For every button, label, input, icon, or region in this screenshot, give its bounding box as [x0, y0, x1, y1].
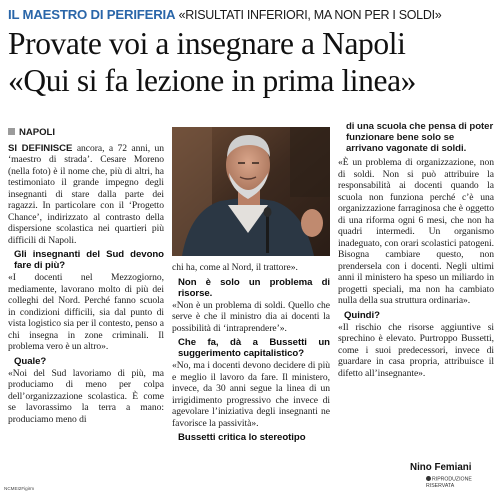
portrait-photo-icon: [172, 127, 330, 256]
headline-line-1: Provate voi a insegnare a Napoli: [8, 26, 406, 61]
subheading-continued: di una scuola che pensa di poter funzionare bene solo se arrivano vagonate di soldi.: [346, 121, 494, 154]
question-1: Gli insegnanti del Sud devono fare di più?: [14, 249, 164, 271]
article-column-2: [172, 262, 330, 444]
kicker-quote: «RISULTATI INFERIORI, MA NON PER I SOLDI»: [178, 8, 442, 22]
question-6: Quindi?: [344, 309, 380, 321]
subheading-start: Bussetti critica lo stereotipo: [178, 432, 306, 443]
answer-5: «È un problema di organizzazione, non di soldi. Non si può attribuire la responsabilità ai docenti quando la scuola non funziona perché c’è una organizzazione farraginosa che è oggetto di una riforma ogni 6 mesi, che non ha quadri intermedi. Un organismo inadeguato, con orari scolastici patogeni. Bisogna cambiare questo, non prendersela con i docenti. Negli ultimi anni il ministero ha speso un miliardo in progetti speciali, ma non ha cambiato nulla della sua struttura ordinaria».: [338, 157, 494, 306]
answer-1: «I docenti nel Mezzogiorno, mediamente, lavorano molto di più dei colleghi del Nord. Perché fanno scuola in condizioni difficili, sia dal punto di vista logistico sia per il contesto, penso a chi insegna in zone criminali. Il problema vero è un altro».: [8, 272, 164, 352]
lead-paragraph: [8, 143, 164, 247]
source-tag: NCMEI2Figirm: [4, 486, 35, 491]
answer-2-continued: chi ha, come al Nord, il trattore».: [172, 262, 298, 273]
question-3: Non è solo un problema di risorse.: [178, 276, 330, 299]
copyright-note: RIPRODUZIONE RISERVATA: [426, 476, 472, 489]
kicker: [8, 7, 498, 23]
answer-4: «No, ma i docenti devono decidere di più e meglio il lavoro da fare. Il ministero, invece, da 30 anni segue la linea di un irrigidimento progressivo che invece di agevolare l’iniziativa degli insegnanti ne favorisce la passività».: [172, 360, 330, 429]
byline: Nino Femiani: [410, 462, 472, 473]
answer-2: «Noi del Sud lavoriamo di più, ma produciamo di meno per colpa dell’organizzazione scolastica. È come se lavorassimo la terra a mano: produciamo meno di: [8, 367, 164, 425]
square-bullet-icon: [8, 128, 15, 135]
question-4: Che fa, dà a Bussetti un suggerimento capitalistico?: [178, 337, 330, 359]
dateline: NAPOLI: [8, 127, 164, 139]
lead-text: ancora, a 72 anni, un ‘maestro di strada’. Cesare Moreno (nella foto) è il nome che, più di altri, ha testimoniato il grande impegno degli insegnanti di stare dalla parte dei ragazzi. In particolare con il ‘Progetto Chance’, indirizzato al contrasto della dispersione scolastica nei quartieri più difficili di Napoli.: [8, 142, 164, 246]
question-2: Quale?: [14, 355, 47, 367]
article-column-1: [8, 127, 164, 426]
lead-bold: SI DEFINISCE: [8, 142, 73, 154]
answer-6: «Il rischio che risorse aggiuntive si sprechino è elevato. Purtroppo Bussetti, come i suoi predecessori, invece di guardare in casa propria, attribuisce il difetto all’insegnante».: [338, 321, 494, 379]
portrait-photo: [172, 127, 330, 256]
kicker-label: IL MAESTRO DI PERIFERIA: [8, 7, 176, 22]
headline-line-2: «Qui si fa lezione in prima linea»: [8, 63, 417, 98]
article-column-3: [338, 121, 494, 380]
copyright-icon: [426, 476, 431, 481]
answer-3: «Non è un problema di soldi. Quello che serve è che il ministro dia ai docenti la possibilità di ‘intraprendere’».: [172, 299, 330, 334]
